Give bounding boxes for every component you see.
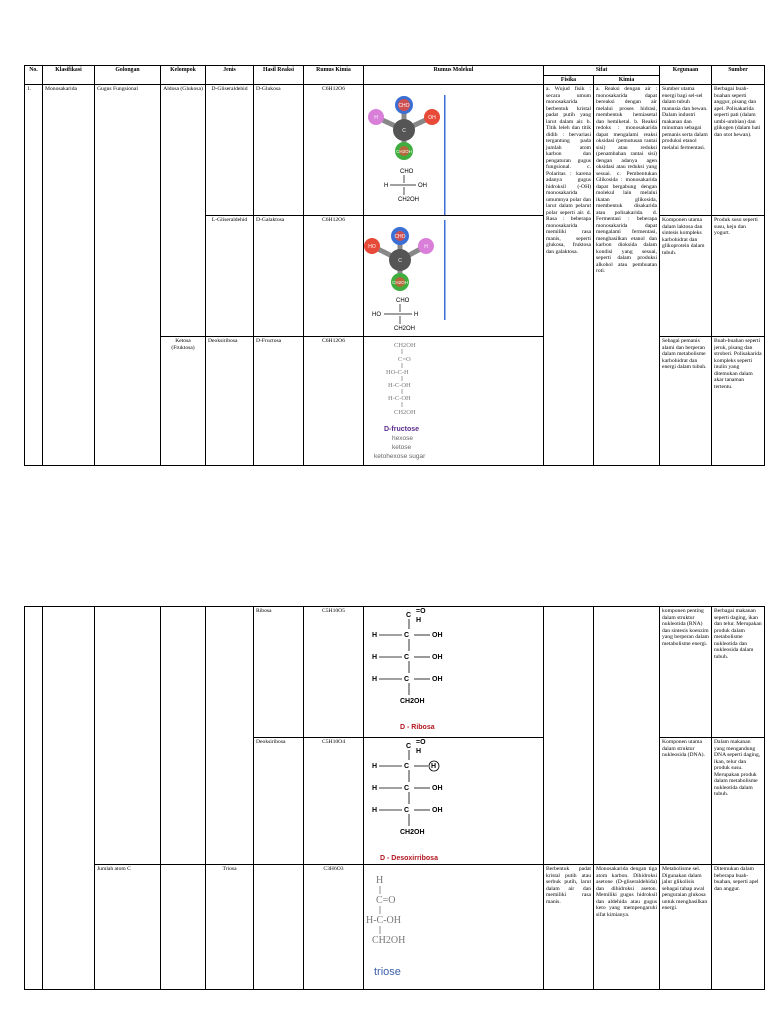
fructose-label-hexose: hexose [392,435,413,442]
svg-text:CH2OH: CH2OH [400,698,425,705]
cell-jenis: Triosa [206,865,254,990]
cell-sumber: Berbagai makanan seperti daging, ikan dan telur. Merupakan produk dalam metabolisme nukleotida dan nukleosida dalam tubuh. [712,607,765,738]
molecule-ribose [364,607,544,738]
cell-sifat-fisika: a. Wujud fisik : secara umum monosakarida berbentuk kristal padat putih yang larut dalam air. b. Titik leleh dan titik didih : bervariasi tergantung pada jumlah atom karbon dan pengaturan gugus fungsional. c. Polaritas : karena adanya gugus hidroksil (-OH) monosakarida umumnya polar dan larut dalam pelarut polar seperti air. d. Rasa : beberapa monosakarida memiliki rasa manis, seperti glukosa, fruktosa dan galaktosa. [544,85,594,466]
header-sifat: Sifat [544,66,660,76]
header-kelompok: Kelompok [161,66,206,85]
svg-text:OH: OH [432,807,443,814]
molecule-deoxyribose [364,738,544,865]
svg-text:H: H [416,617,422,624]
cell-kelompok [161,865,206,990]
svg-text:H: H [372,654,378,661]
svg-text:H: H [372,632,378,639]
svg-text:CH2OH: CH2OH [394,409,416,416]
cell-kegunaan: komponen penting dalam struktur nukleotida (RNA) dan sintesis koenzim yang berperan dalam metabolisme energi. [660,607,712,738]
svg-text:C: C [398,258,402,264]
svg-text:CH2OH: CH2OH [372,935,406,946]
svg-text:OH: OH [432,676,443,683]
svg-text:C: C [406,612,412,619]
svg-text:C: C [406,743,412,750]
cell-klasifikasi [43,607,95,990]
cell-hasil-reaksi: Deoksiribosa [254,738,304,865]
cell-kegunaan: Komponen utama dalam struktur nukleosida (DNA). [660,738,712,865]
svg-text:CHO: CHO [394,234,406,240]
monosaccharide-table [24,65,765,466]
cell-rumus-kimia: C5H10O4 [304,738,364,865]
header-klasifikasi: Klasifikasi [43,66,95,85]
header-sumber: Sumber [712,66,765,85]
ribosa-caption: D - Ribosa [400,724,435,731]
svg-text:H: H [414,312,419,318]
cell-no: 1. [25,85,43,466]
cell-sifat-kimia [594,607,660,865]
cell-rumus-kimia: C6H12O6 [304,85,364,216]
svg-text:CH2OH: CH2OH [392,280,408,285]
svg-text:CH2OH: CH2OH [394,342,416,349]
svg-text:OH: OH [432,632,443,639]
triose-caption: triose [374,966,401,978]
header-rumus-molekul: Rumus Molekul [364,66,544,85]
svg-text:CHO: CHO [396,298,410,304]
cell-hasil-reaksi: Ribosa [254,607,304,738]
table-page-2 [24,606,762,990]
svg-text:H: H [416,748,422,755]
svg-text:C: C [404,807,410,814]
svg-text:H-C-OH: H-C-OH [388,395,411,402]
cell-rumus-kimia: C6H12O6 [304,337,364,466]
molecule-glucose [364,85,544,216]
svg-text:C: C [404,654,410,661]
header-no: No. [25,66,43,85]
svg-text:OH: OH [418,183,427,189]
cell-kegunaan: Sebagai pemanis alami dan berperan dalam metabolisme karbohidrat dan energi dalam tubuh. [660,337,712,466]
deoksiribosa-caption: D - Desoxirribosa [380,855,438,862]
molecule-galactose [364,216,544,337]
cell-sumber: Produk susu seperti susu, keju dan yogurt. [712,216,765,337]
svg-text:CH2OH: CH2OH [394,326,416,332]
svg-text:H: H [431,763,437,770]
cell-sumber: Dalam makanan yang mengandung DNA seperti daging, ikan, telur dan produk susu. Merupakan produk dalam metabolisme nukleotida dalam tubuh. [712,738,765,865]
svg-text:CH2OH: CH2OH [400,829,425,836]
svg-text:CHO: CHO [400,169,414,175]
svg-text:HO: HO [372,312,381,318]
cell-kegunaan: Komponen utama dalam laktosa dan sintesis kompleks karbohidrat dan glikoprotein dalam tubuh. [660,216,712,337]
cell-sumber: Buah-buahan seperti jeruk, pisang dan stroberi. Polisakarida kompleks seperti inulin yang ditemukan dalam akar tanaman tertentu. [712,337,765,466]
cell-golongan: Gugus Fungsional [95,85,161,466]
cell-hasil-reaksi [254,865,304,990]
cell-kelompok [161,607,206,865]
svg-text:H-C-OH: H-C-OH [366,915,401,926]
cell-hasil-reaksi: D-Glukosa [254,85,304,216]
cell-sumber: Berbagai buah-buahan seperti anggur, pisang dan apel. Polisakarida seperti pati (dalam umbi-umbian) dan glikogen (dalam hati dan otot hewan). [712,85,765,216]
cell-jenis: L-Gliseraldehid [206,216,254,337]
cell-hasil-reaksi: D-Galaktosa [254,216,304,337]
fructose-label-ketose: ketose [392,444,412,451]
svg-text:H: H [374,115,378,121]
cell-sifat-fisika: Berbentuk padat kristal putih atau serbuk putih, larut dalam air dan memiliki rasa manis. [544,865,594,990]
molecule-fructose [364,337,544,466]
cell-kelompok-ketosa: Ketosa (Fruktosa) [161,337,206,466]
svg-text:C: C [404,632,410,639]
monosaccharide-table-continued [24,606,765,990]
cell-kegunaan: Metabolisme sel. Digunakan dalam jalur glikolisis sebagai tahap awal penguraian glukosa untuk menghasilkan energi. [660,865,712,990]
cell-rumus-kimia: C3H6O3 [304,865,364,990]
svg-text:H: H [372,785,378,792]
cell-sifat-fisika [544,607,594,865]
svg-text:H: H [384,183,389,189]
svg-text:CH2OH: CH2OH [398,197,420,203]
cell-kelompok-aldosa: Aldosa (Glukosa) [161,85,206,337]
header-hasil-reaksi: Hasil Reaksi [254,66,304,85]
table-page-1 [24,65,762,466]
cell-no [25,607,43,990]
cell-sifat-kimia: Monosakarida dengan tiga atom karbon. Dihidroksi asetone (D-gliseraldehida) dan dihidroksi aseton. Memiliki gugus hidroksil dan aldehida atau gugus keto yang mempengaruhi sifat kimianya. [594,865,660,990]
cell-jenis: Deoksiribosa [206,337,254,466]
svg-text:CHO: CHO [398,103,410,109]
svg-text:OH: OH [432,654,443,661]
header-fisika: Fisika [544,75,594,85]
svg-text:C=O: C=O [376,895,396,906]
cell-kegunaan: Sumber utama energi bagi sel-sel dalam tubuh manusia dan hewan. Dalam industri makanan dan minuman sebagai pemanis serta dalam produksi etanol melalui fermentasi. [660,85,712,216]
svg-text:H: H [424,244,428,250]
svg-text:C=O: C=O [398,356,411,363]
header-jenis: Jenis [206,66,254,85]
svg-text:C: C [402,128,406,134]
cell-hasil-reaksi: D-Fructosa [254,337,304,466]
header-rumus-kimia: Rumus Kimia [304,66,364,85]
header-kimia: Kimia [594,75,660,85]
svg-text:H: H [372,676,378,683]
fructose-label-ketohexose: ketohexose sugar [374,453,426,460]
svg-text:=O: =O [416,739,426,746]
svg-text:HO: HO [368,244,376,250]
cell-rumus-kimia: C5H10O5 [304,607,364,738]
cell-klasifikasi: Monosakarida [43,85,95,466]
header-kegunaan: Kegunaan [660,66,712,85]
svg-text:H-C-OH: H-C-OH [388,382,411,389]
svg-text:OH: OH [428,115,436,121]
svg-text:C: C [404,785,410,792]
cell-rumus-kimia: C6H12O6 [304,216,364,337]
svg-text:H: H [372,807,378,814]
svg-text:CH2OH: CH2OH [396,149,412,154]
svg-text:H: H [372,763,378,770]
svg-text:HO-C-H: HO-C-H [386,369,409,376]
svg-text:C: C [404,676,410,683]
svg-text:C: C [404,763,410,770]
cell-jenis [206,607,254,865]
cell-sumber: Ditemukan dalam beberapa buah-buahan, seperti apel dan anggur. [712,865,765,990]
svg-text:OH: OH [432,785,443,792]
header-golongan: Golongan [95,66,161,85]
svg-text:=O: =O [416,608,426,615]
cell-sifat-kimia: a. Reaksi dengan air : monosakarida dapat bereaksi dengan air melalui proses hidrasi, membentuk hemiasetal dan hemiketal. b. Reaksi redoks : monosakarida dapat mengalami reaksi oksidasi (pemutusan rantai sisi) atau reduksi (penambahan rantai sisi) dengan adanya agen oksidasi atau reduksi yang sesuai. c. Pembentukan Glikosida : monosakarida dapat bergabung dengan molekul lain melalui ikatan glikosida, membentuk disakarida atau polisakarida. d. Fermentasi : beberapa monosakarida dapat mengalami fermentasi, menghasilkan etanol dan karbon dioksida dalam kondisi yang sesuai, seperti dalam produksi alkohol atau pembuatan roti. [594,85,660,466]
molecule-triose [364,865,544,990]
cell-jenis: D-Gliseraldehid [206,85,254,216]
cell-golongan [95,607,161,865]
cell-golongan: Jumlah atom C [95,865,161,990]
fructose-title: D-fructose [384,426,420,433]
svg-text:H: H [376,875,384,886]
